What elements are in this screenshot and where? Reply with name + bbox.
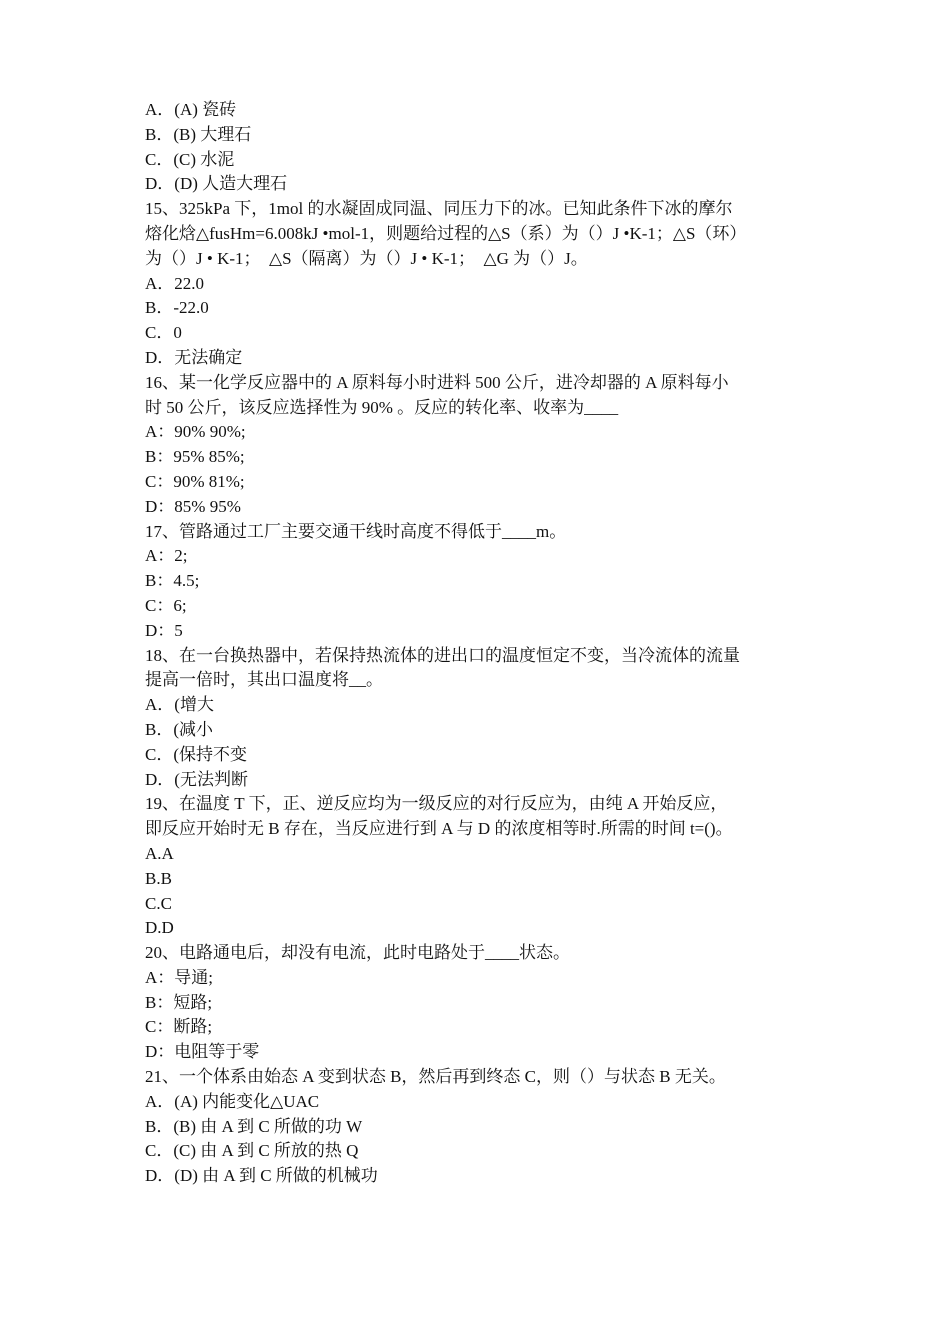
q18-option-c: C．(保持不变	[145, 744, 247, 764]
q14-option-d: D．(D) 人造大理石	[145, 174, 288, 194]
q17-option-b: B：4.5;	[145, 571, 200, 591]
q16-stem-line-1: 16、某一化学反应器中的 A 原料每小时进料 500 公斤，进冷却器的 A 原料每小	[145, 372, 729, 392]
q16-option-c: C：90% 81%;	[145, 471, 245, 491]
q19-option-c: C.C	[145, 893, 172, 913]
q17-option-a: A：2;	[145, 546, 188, 566]
q20-option-b: B：短路;	[145, 992, 213, 1012]
q17-stem: 17、管路通过工厂主要交通干线时高度不得低于____m。	[145, 521, 567, 541]
q20-stem: 20、电路通电后，却没有电流，此时电路处于____状态。	[145, 943, 570, 963]
q20-option-a: A：导通;	[145, 967, 213, 987]
q21-option-b: B．(B) 由 A 到 C 所做的功 W	[145, 1116, 363, 1136]
q21-option-c: C．(C) 由 A 到 C 所放的热 Q	[145, 1141, 359, 1161]
q20-option-c: C：断路;	[145, 1017, 213, 1037]
q19-option-a: A.A	[145, 843, 174, 863]
q16-stem-line-2: 时 50 公斤，该反应选择性为 90% 。反应的转化率、收率为____	[145, 397, 619, 417]
q21-stem: 21、一个体系由始态 A 变到状态 B，然后再到终态 C，则（）与状态 B 无关。	[145, 1067, 726, 1087]
q14-option-c: C．(C) 水泥	[145, 149, 235, 169]
q19-stem-line-1: 19、在温度 T 下，正、逆反应均为一级反应的对行反应为，由纯 A 开始反应，	[145, 794, 728, 814]
q19-stem-line-2: 即反应开始时无 B 存在，当反应进行到 A 与 D 的浓度相等时.所需的时间 t=()。	[145, 819, 733, 839]
q18-option-b: B．(减小	[145, 719, 213, 739]
q15-stem-line-3: 为（）J • K-1； △S（隔离）为（）J • K-1； △G 为（）J。	[145, 248, 588, 268]
q15-stem-line-2: 熔化焓△fusHm=6.008kJ •mol-1，则题给过程的△S（系）为（）J •K-1；△S（环）	[145, 223, 747, 243]
q18-stem-line-1: 18、在一台换热器中，若保持热流体的进出口的温度恒定不变，当冷流体的流量	[145, 645, 740, 665]
q17-option-d: D：5	[145, 620, 183, 640]
q15-stem-line-1: 15、325kPa 下，1mol 的水凝固成同温、同压力下的冰。已知此条件下冰的摩尔	[145, 199, 733, 219]
q14-option-b: B．(B) 大理石	[145, 124, 252, 144]
q21-option-a: A．(A) 内能变化△UAC	[145, 1091, 320, 1111]
document-body	[145, 98, 810, 1189]
q14-option-a: A．(A) 瓷砖	[145, 100, 237, 119]
q15-option-d: D．无法确定	[145, 347, 243, 367]
q15-option-a: A．22.0	[145, 273, 205, 293]
q16-option-d: D：85% 95%	[145, 496, 241, 516]
q15-option-b: B．-22.0	[145, 298, 209, 318]
q19-option-b: B.B	[145, 868, 172, 888]
q19-option-d: D.D	[145, 918, 174, 938]
q18-stem-line-2: 提高一倍时，其出口温度将__。	[145, 670, 383, 690]
q18-option-d: D．(无法判断	[145, 769, 248, 789]
q15-option-c: C．0	[145, 323, 182, 343]
q16-option-a: A：90% 90%;	[145, 422, 246, 442]
q17-option-c: C：6;	[145, 595, 187, 615]
q21-option-d: D．(D) 由 A 到 C 所做的机械功	[145, 1166, 378, 1186]
q18-option-a: A．(增大	[145, 695, 214, 715]
q20-option-d: D：电阻等于零	[145, 1042, 260, 1062]
q16-option-b: B：95% 85%;	[145, 447, 245, 467]
